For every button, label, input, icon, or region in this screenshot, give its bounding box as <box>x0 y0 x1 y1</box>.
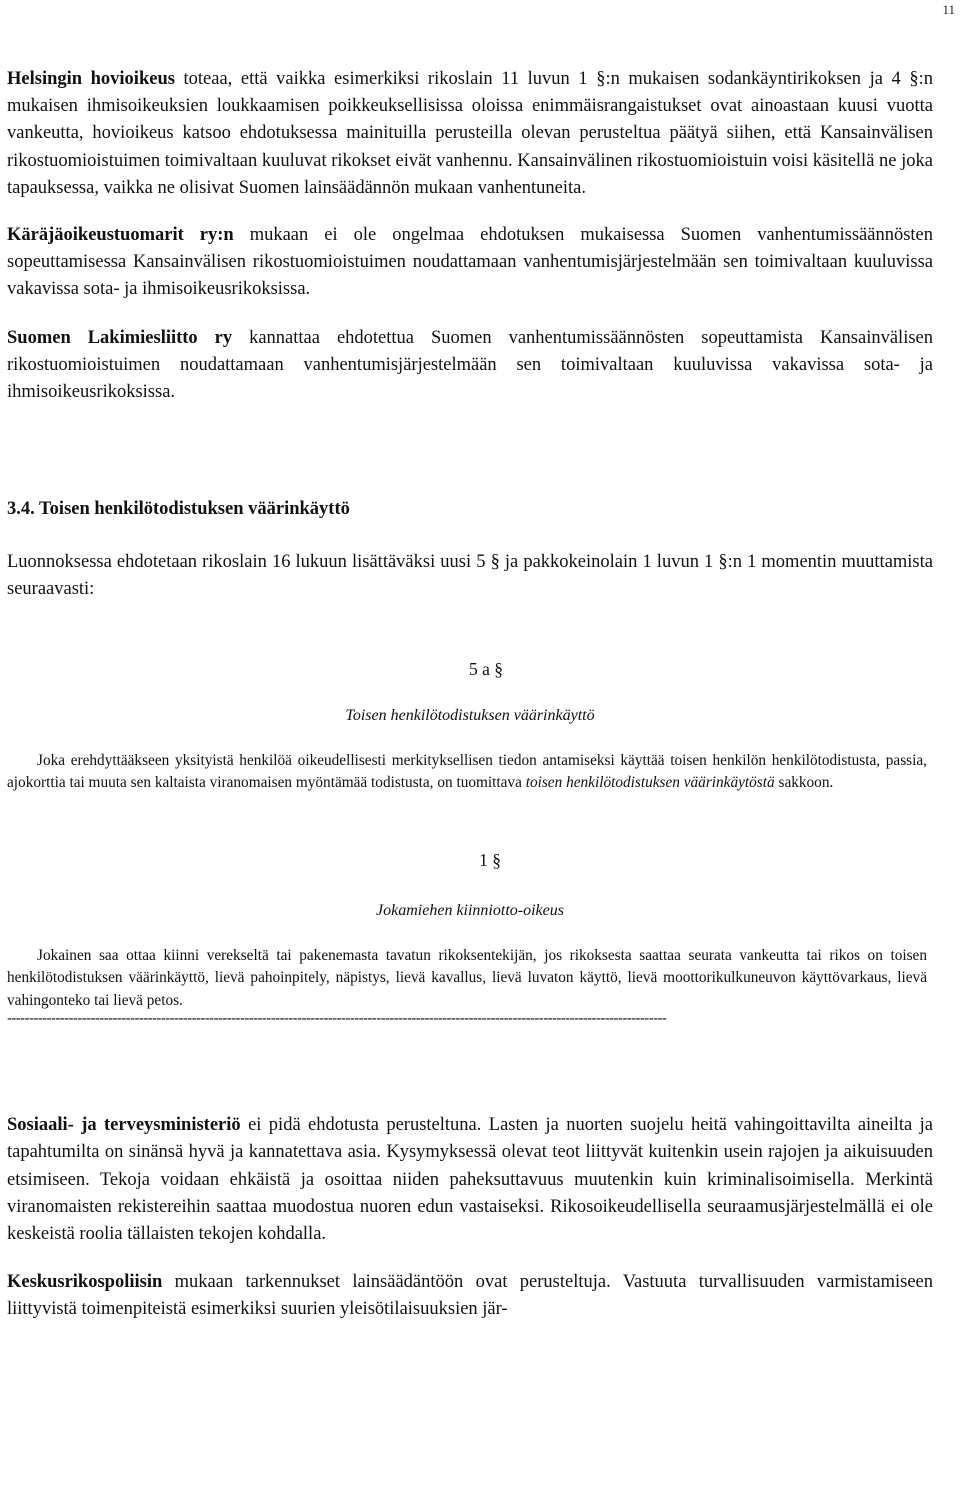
org-name: Suomen Lakimiesliitto ry <box>7 327 233 348</box>
law-text-part: Jokainen saa ottaa kiinni verekseltä tai pakenemasta tavatun rikoksentekijän, jos rikoksesta saattaa seurata vankeutta tai rikos on toisen henkilötodistuksen väärinkäyttö, lievä pahoinpitely, näpistys, lievä kavallus, lievä luvaton käyttö, lievä moottorikulkuneuvon käyttövarkaus, lievä vahingonteko tai lievä petos. <box>7 946 927 1009</box>
section-intro: Luonnoksessa ehdotetaan rikoslain 16 lukuun lisättäväksi uusi 5 § ja pakkokeinolain 1 luvun 1 §:n 1 momentin muuttamista seuraavasti: <box>7 552 933 600</box>
law-text-part: sakkoon. <box>774 774 834 792</box>
paragraph-lakimiesliitto <box>7 325 933 407</box>
law-section-title: Jokamiehen kiinniotto-oikeus <box>376 901 564 919</box>
law-section-title: Toisen henkilötodistuksen väärinkäyttö <box>345 706 595 724</box>
paragraph-stm <box>7 1112 933 1248</box>
paragraph-keskusrikospoliisi <box>7 1269 933 1323</box>
law-section-number: 1 § <box>479 849 501 870</box>
paragraph-text: mukaan ei ole ongelmaa ehdotuksen mukaisessa Suomen vanhentumissäännösten sopeuttamisessa Kansainvälisen rikostuomioistuimen noudattamaan vanhentumisjärjestelmään sen toimivaltaan kuuluvissa vakavissa sota- ja ihmisoikeusrikoksissa. <box>7 225 933 300</box>
paragraph-text: kannattaa ehdotettua Suomen vanhentumissäännösten sopeuttamista Kansainvälisen rikostuomioistuimen noudattamaan vanhentumisjärjestelmään sen toimivaltaan kuuluvissa vakavissa sota- ja ihmisoikeusrikoksissa. <box>7 327 933 403</box>
paragraph-text: mukaan tarkennukset lainsäädäntöön ovat perusteltuja. Vastuuta turvallisuuden varmistamiseen liittyvistä toimenpiteistä esimerkiksi suurien yleisötilaisuuksien jär- <box>7 1272 933 1320</box>
paragraph-text: ei pidä ehdotusta perusteltuna. Lasten ja nuorten suojelu heitä vahingoittavilta aineilta ja tapahtumilta on sinänsä hyvä ja kannatettava asia. Kysymyksessä olevat teot liittyvät kuitenkin usein rajojen ja aikuisuuden etsimiseen. Tekoja voidaan ehkäistä ja osoittaa niiden paheksuttavuus muutenkin kuin kriminalisoimisella. Merkintä viranomaisten rekistereihin saattaa muodostua nuoren edun vastaiseksi. Rikosoikeudellisella seuraamusjärjestelmällä ei ole keskeistä roolia tällaisten tekojen kohdalla. <box>7 1115 934 1244</box>
org-name: Sosiaali- ja terveysministeriö <box>7 1115 241 1136</box>
law-text-part: Joka erehdyttääkseen yksityistä henkilöä oikeudellisesti merkityksellisen tiedon antamiseksi käyttää toisen henkilön henkilötodistusta, passia, ajokorttia tai muuta sen kaltaista viranomaisen myöntämää todistusta, on tuomittava <box>7 751 927 792</box>
dashed-separator: ------------------------------------------------------------------------------------------------------------------------------------------------------ <box>7 1012 667 1027</box>
document-body <box>7 66 933 1324</box>
paragraph-text: toteaa, että vaikka esimerkiksi rikoslain 11 luvun 1 §:n mukaisen sodankäyntirikoksen ja 4 §:n mukaisen ihmisoikeuksien loukkaamisen poikkeuksellisissa oloissa enimmäisrangaistukset ovat ainoastaan kuusi vuotta vankeutta, hovioikeus katsoo ehdotuksessa mainituilla perusteilla olevan perusteltua päätyä siihen, että Kansainvälisen rikostuomioistuimen toimivaltaan kuuluvat rikokset eivät vanhennu. Kansainvälinen rikostuomioistuin voisi käsitellä ne joka tapauksessa, vaikka ne olisivat Suomen lainsäädännön mukaan vanhentuneita. <box>7 69 933 198</box>
law-text-italic: toisen henkilötodistuksen väärinkäytöstä <box>525 774 775 792</box>
page-number: 11 <box>942 2 955 17</box>
law-section-text <box>7 945 933 1013</box>
section-heading: 3.4. Toisen henkilötodistuksen väärinkäyttö <box>7 499 350 520</box>
org-name: Keskusrikospoliisin <box>7 1272 163 1293</box>
law-section-text <box>7 750 933 795</box>
paragraph-karajaoikeustuomarit <box>7 222 933 304</box>
paragraph-hovioikeus <box>7 66 933 202</box>
org-name: Käräjäoikeustuomarit ry:n <box>7 225 234 246</box>
org-name: Helsingin hovioikeus <box>7 69 175 89</box>
law-section-number: 5 a § <box>468 658 504 679</box>
